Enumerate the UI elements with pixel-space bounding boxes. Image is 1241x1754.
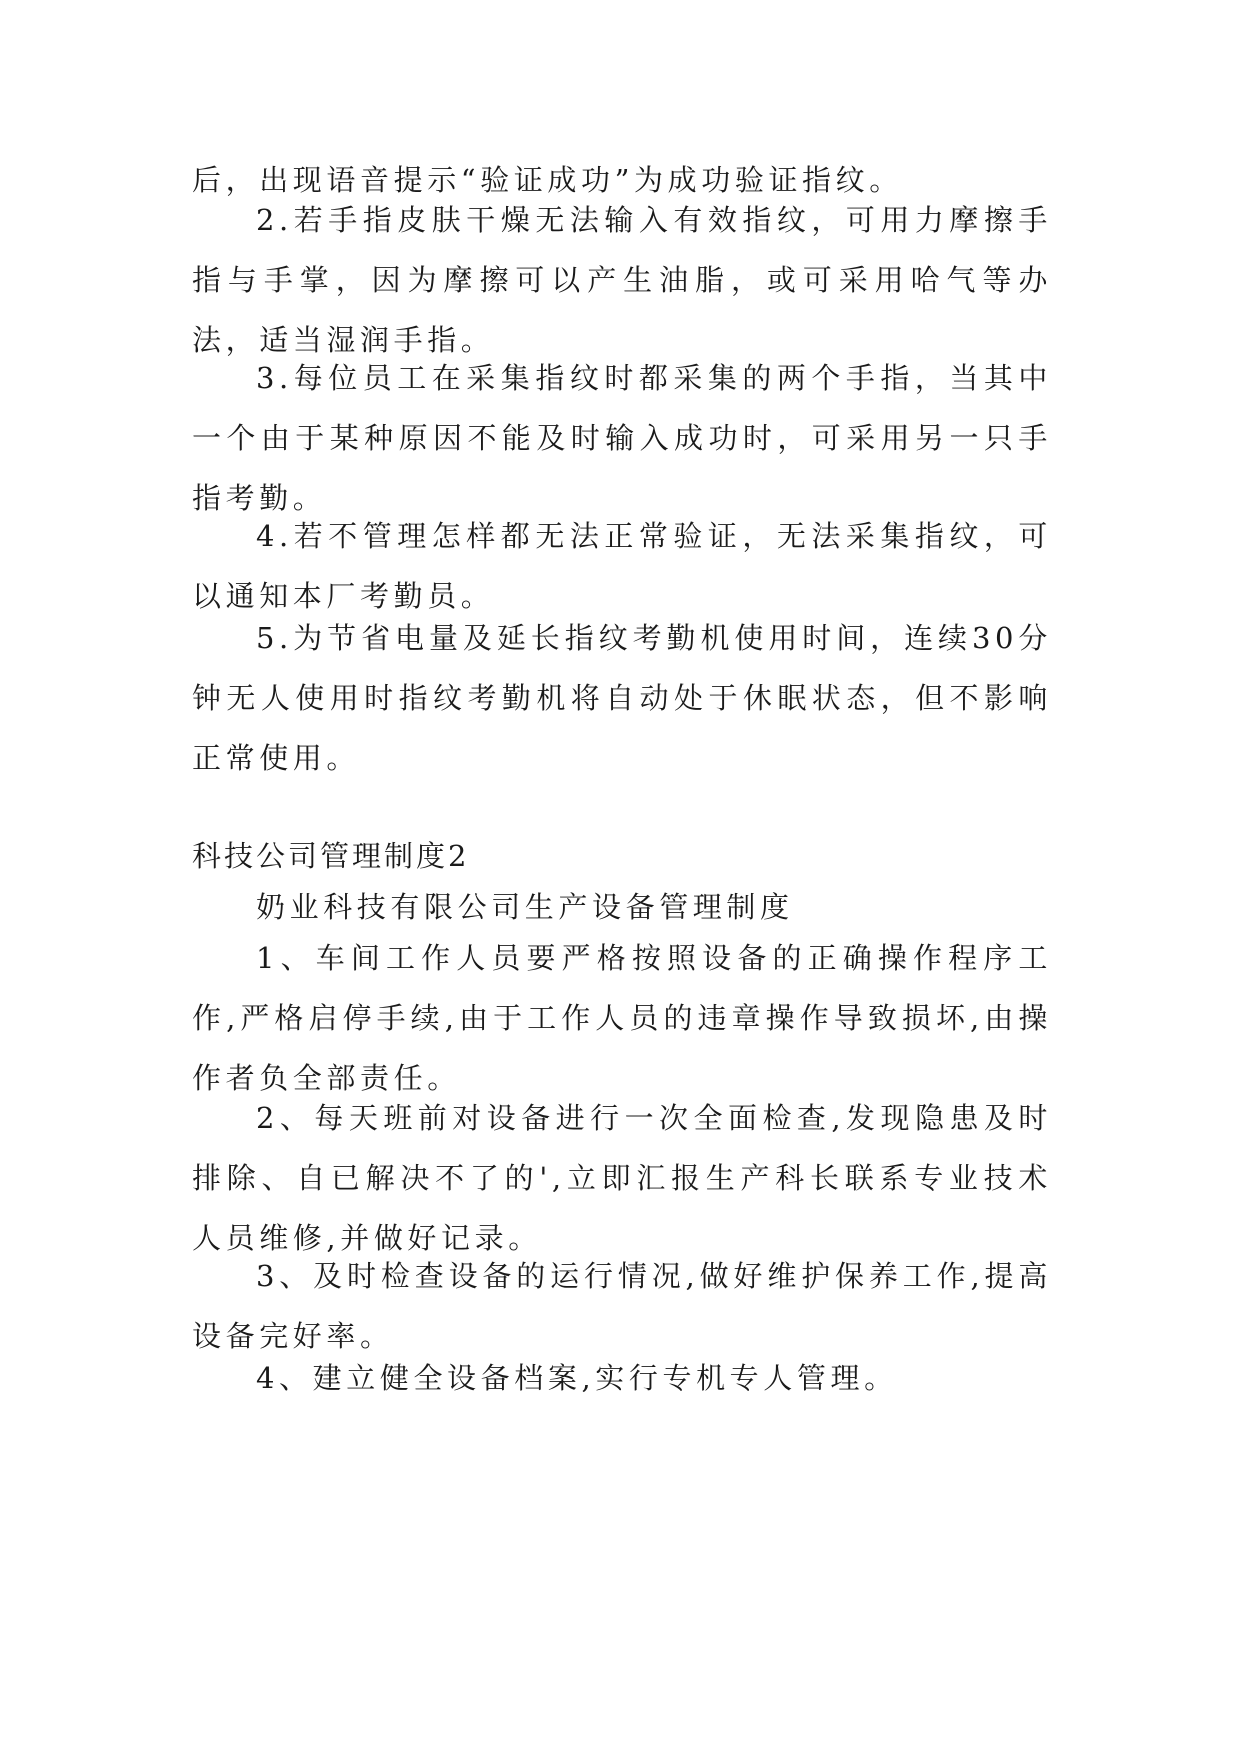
rule-item-4: 4、建立健全设备档案,实行专机专人管理。 — [256, 1361, 898, 1395]
document-subtitle: 奶业科技有限公司生产设备管理制度 — [256, 890, 794, 924]
paragraph-item-4: 4.若不管理怎样都无法正常验证，无法采集指纹，可以通知本厂考勤员。 — [192, 519, 1052, 613]
rule-item-1: 1、车间工作人员要严格按照设备的正确操作程序工作,严格启停手续,由于工作人员的违章操作导致损坏,由操作者负全部责任。 — [192, 941, 1052, 1095]
rule-item-3: 3、及时检查设备的运行情况,做好维护保养工作,提高设备完好率。 — [192, 1259, 1052, 1353]
paragraph-item-3: 3.每位员工在采集指纹时都采集的两个手指，当其中一个由于某种原因不能及时输入成功时，可采用另一只手指考勤。 — [192, 361, 1052, 515]
rule-item-2: 2、每天班前对设备进行一次全面检查,发现隐患及时排除、自已解决不了的',立即汇报生产科长联系专业技术人员维修,并做好记录。 — [192, 1101, 1052, 1255]
paragraph-item-5: 5.为节省电量及延长指纹考勤机使用时间，连续30分钟无人使用时指纹考勤机将自动处于休眠状态，但不影响正常使用。 — [192, 621, 1052, 775]
paragraph-continuation: 后，出现语音提示“验证成功”为成功验证指纹。 — [192, 163, 903, 197]
section-heading: 科技公司管理制度2 — [192, 839, 470, 873]
paragraph-item-2: 2.若手指皮肤干燥无法输入有效指纹，可用力摩擦手指与手掌，因为摩擦可以产生油脂，或可采用哈气等办法，适当湿润手指。 — [192, 203, 1052, 357]
